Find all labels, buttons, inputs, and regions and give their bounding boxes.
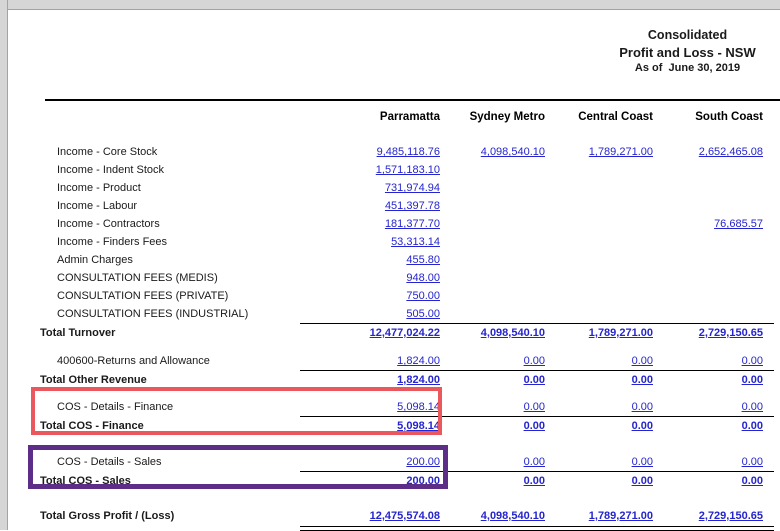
amount-link[interactable]: 2,729,150.65 <box>698 510 763 522</box>
highlight-box-red-cos-finance <box>31 387 442 435</box>
highlight-box-purple-cos-sales <box>28 445 448 489</box>
detail-row <box>40 179 763 197</box>
amount-link[interactable]: 0.00 <box>523 456 545 468</box>
amount-link[interactable]: 0.00 <box>523 374 545 386</box>
account-label: Income - Labour <box>57 200 138 212</box>
report-title-date: As of June 30, 2019 <box>634 62 741 74</box>
grand-total-double-rule <box>300 526 774 531</box>
amount-link[interactable]: 505.00 <box>406 308 440 320</box>
column-header-row <box>40 111 763 123</box>
total-row <box>40 506 763 526</box>
amount-link[interactable]: 5,098.14 <box>397 401 440 413</box>
amount-link[interactable]: 76,685.57 <box>714 218 763 230</box>
account-label: Income - Product <box>57 182 141 194</box>
amount-link[interactable]: 0.00 <box>523 401 545 413</box>
amount-link[interactable]: 2,652,465.08 <box>698 146 763 158</box>
detail-row <box>40 352 763 370</box>
amount-link[interactable]: 0.00 <box>523 420 545 432</box>
amount-link[interactable]: 1,789,271.00 <box>588 327 653 339</box>
amount-link[interactable]: 0.00 <box>741 420 763 432</box>
spacer-row <box>40 491 763 506</box>
account-label: CONSULTATION FEES (PRIVATE) <box>57 290 229 302</box>
viewer-top-margin <box>0 0 780 10</box>
account-label: COS - Details - Finance <box>57 401 174 413</box>
amount-link[interactable]: 4,098,540.10 <box>480 327 545 339</box>
detail-row <box>40 251 763 269</box>
amount-link[interactable]: 12,477,024.22 <box>369 327 440 339</box>
subtotal-rule-line <box>300 370 774 371</box>
account-label: Income - Core Stock <box>57 146 158 158</box>
amount-link[interactable]: 731,974.94 <box>384 182 440 194</box>
amount-link[interactable]: 0.00 <box>523 475 545 487</box>
column-header-central-coast: Central Coast <box>578 111 653 123</box>
detail-row <box>40 287 763 305</box>
amount-link[interactable]: 200.00 <box>406 475 440 487</box>
account-label: CONSULTATION FEES (MEDIS) <box>57 272 218 284</box>
amount-link[interactable]: 200.00 <box>406 456 440 468</box>
total-row <box>40 323 763 343</box>
account-label: 400600-Returns and Allowance <box>57 355 210 367</box>
column-header-sydney-metro: Sydney Metro <box>469 111 545 123</box>
account-label: Admin Charges <box>57 254 133 266</box>
detail-row <box>40 143 763 161</box>
amount-link[interactable]: 948.00 <box>406 272 440 284</box>
column-header-south-coast: South Coast <box>695 111 763 123</box>
amount-link[interactable]: 181,377.70 <box>384 218 440 230</box>
report-title-name: Profit and Loss - NSW <box>619 45 756 60</box>
detail-row <box>40 305 763 323</box>
account-label: Total Gross Profit / (Loss) <box>40 510 175 522</box>
amount-link[interactable]: 5,098.14 <box>397 420 440 432</box>
amount-link[interactable]: 0.00 <box>631 475 653 487</box>
account-label: Income - Indent Stock <box>57 164 164 176</box>
amount-link[interactable]: 455.80 <box>406 254 440 266</box>
account-label: Total Other Revenue <box>40 374 147 386</box>
amount-link[interactable]: 0.00 <box>741 355 763 367</box>
account-label: Total COS - Sales <box>40 475 131 487</box>
amount-link[interactable]: 12,475,574.08 <box>369 510 440 522</box>
amount-link[interactable]: 0.00 <box>523 355 545 367</box>
amount-link[interactable]: 0.00 <box>741 401 763 413</box>
spacer-row <box>40 343 763 352</box>
amount-link[interactable]: 0.00 <box>741 475 763 487</box>
detail-row <box>40 233 763 251</box>
amount-link[interactable]: 53,313.14 <box>391 236 440 248</box>
amount-link[interactable]: 750.00 <box>406 290 440 302</box>
account-label: Income - Contractors <box>57 218 160 230</box>
account-label: Total Turnover <box>40 327 116 339</box>
detail-row <box>40 215 763 233</box>
account-label: Income - Finders Fees <box>57 236 168 248</box>
amount-link[interactable]: 0.00 <box>631 355 653 367</box>
detail-row <box>40 269 763 287</box>
amount-link[interactable]: 1,789,271.00 <box>588 146 653 158</box>
amount-link[interactable]: 0.00 <box>631 420 653 432</box>
account-label: COS - Details - Sales <box>57 456 162 468</box>
account-label: Total COS - Finance <box>40 420 144 432</box>
amount-link[interactable]: 4,098,540.10 <box>480 510 545 522</box>
amount-link[interactable]: 4,098,540.10 <box>480 146 545 158</box>
amount-link[interactable]: 451,397.78 <box>384 200 440 212</box>
amount-link[interactable]: 1,824.00 <box>397 374 440 386</box>
amount-link[interactable]: 0.00 <box>741 456 763 468</box>
account-label: CONSULTATION FEES (INDUSTRIAL) <box>57 308 249 320</box>
amount-link[interactable]: 0.00 <box>631 456 653 468</box>
header-divider-line <box>45 99 780 101</box>
detail-row <box>40 197 763 215</box>
amount-link[interactable]: 1,789,271.00 <box>588 510 653 522</box>
amount-link[interactable]: 0.00 <box>631 374 653 386</box>
amount-link[interactable]: 0.00 <box>741 374 763 386</box>
detail-row <box>40 161 763 179</box>
amount-link[interactable]: 1,824.00 <box>397 355 440 367</box>
amount-link[interactable]: 9,485,118.76 <box>376 146 440 158</box>
report-title-block <box>545 27 780 75</box>
amount-link[interactable]: 2,729,150.65 <box>698 327 763 339</box>
amount-link[interactable]: 0.00 <box>631 401 653 413</box>
viewer-left-margin <box>0 0 8 530</box>
column-header-parramatta: Parramatta <box>379 111 440 123</box>
amount-link[interactable]: 1,571,183.10 <box>375 164 440 176</box>
subtotal-rule-line <box>300 323 774 324</box>
report-title-company: Consolidated <box>647 28 728 42</box>
